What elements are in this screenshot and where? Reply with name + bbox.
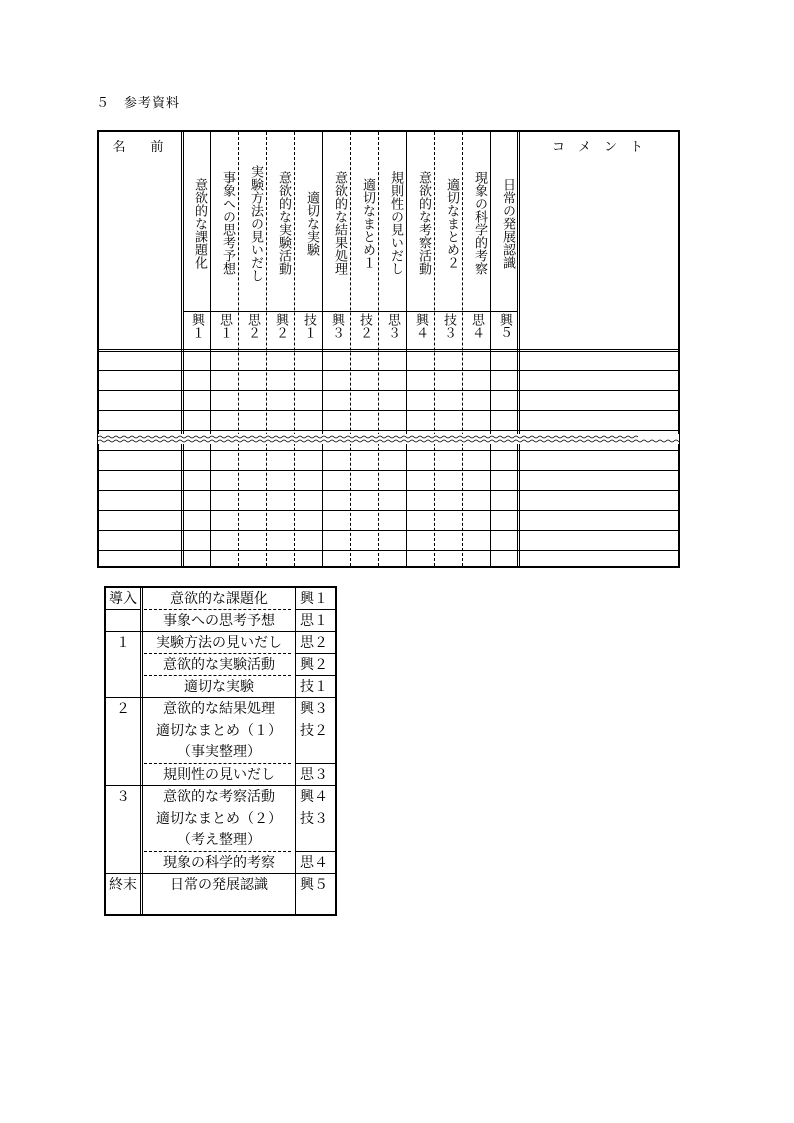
key-code: 興３	[300, 701, 328, 717]
column-label: 意欲的な実験活動	[276, 171, 291, 275]
key-code: 思２	[300, 635, 328, 651]
key-item: 日常の発展認識	[170, 877, 268, 893]
table-row-line	[99, 410, 678, 411]
name-column-header: 名 前	[112, 140, 170, 155]
key-code: 思４	[300, 855, 328, 871]
column-label: 規則性の見いだし	[388, 171, 403, 275]
key-code: 興４	[300, 789, 328, 805]
evaluation-key-table	[104, 586, 337, 916]
key-item: 意欲的な課題化	[170, 591, 268, 607]
column-label: 現象の科学的考察	[472, 171, 487, 275]
column-code: 技２	[357, 313, 372, 339]
column-code: 思１	[217, 313, 232, 339]
table-row-line	[99, 490, 678, 491]
key-item: 実験方法の見いだし	[156, 635, 282, 651]
key-item: 現象の科学的考察	[163, 855, 275, 871]
table-row-line	[99, 430, 678, 431]
column-label: 意欲的な考察活動	[416, 171, 431, 275]
key-item: 規則性の見いだし	[163, 767, 275, 783]
column-code: 思３	[385, 313, 400, 339]
column-label: 意欲的な課題化	[192, 177, 207, 269]
stage-label: ３	[116, 789, 130, 805]
key-code: 技２	[300, 723, 328, 739]
column-code: 興１	[189, 313, 204, 339]
column-code: 思４	[469, 313, 484, 339]
key-code: 技１	[300, 679, 328, 695]
column-label: 適切な実験	[304, 190, 319, 256]
column-label: 事象への思考予想	[220, 171, 235, 275]
stage-label: １	[116, 635, 130, 651]
column-code: 技１	[301, 313, 316, 339]
key-item: 意欲的な実験活動	[163, 657, 275, 673]
key-code: 技３	[300, 811, 328, 827]
column-code: 興２	[273, 313, 288, 339]
section-title: ５ 参考資料	[96, 96, 181, 111]
key-item: 適切な実験	[184, 679, 254, 695]
key-code: 興５	[300, 877, 328, 893]
key-item: 適切なまとめ（１）	[156, 723, 282, 739]
column-code: 興３	[329, 313, 344, 339]
column-code: 技３	[441, 313, 456, 339]
column-code: 興４	[413, 313, 428, 339]
key-item: 意欲的な結果処理	[163, 701, 275, 717]
table-row-line	[99, 510, 678, 511]
stage-label: 終末	[109, 877, 137, 893]
column-label: 意欲的な結果処理	[332, 171, 347, 275]
key-divider	[140, 588, 143, 914]
key-code: 思１	[300, 613, 328, 629]
key-code: 興２	[300, 657, 328, 673]
key-item: 適切なまとめ（２）	[156, 811, 282, 827]
evaluation-grid	[97, 130, 680, 568]
key-item: （考え整理）	[177, 832, 261, 848]
header-divider	[99, 349, 678, 352]
table-row-line	[99, 550, 678, 551]
column-label: 実験方法の見いだし	[248, 164, 263, 282]
column-label: 適切なまとめ２	[444, 177, 459, 269]
table-row-line	[99, 370, 678, 371]
stage-label: 導入	[109, 591, 137, 607]
key-item: 意欲的な考察活動	[163, 789, 275, 805]
column-label: 適切なまとめ１	[360, 177, 375, 269]
column-code: 興５	[497, 313, 512, 339]
key-code: 興１	[300, 591, 328, 607]
stage-label: ２	[116, 701, 130, 717]
key-item: 事象への思考予想	[163, 613, 275, 629]
comment-column-header: コ メ ン ト	[551, 140, 643, 155]
table-row-line	[99, 530, 678, 531]
omission-break	[98, 434, 679, 444]
table-row-line	[99, 470, 678, 471]
key-item: （事実整理）	[177, 744, 261, 760]
key-divider	[295, 588, 296, 914]
key-code: 思３	[300, 767, 328, 783]
column-code: 思２	[245, 313, 260, 339]
column-label: 日常の発展認識	[500, 177, 515, 269]
table-row-line	[99, 450, 678, 451]
table-row-line	[99, 390, 678, 391]
code-row-divider	[183, 311, 517, 312]
